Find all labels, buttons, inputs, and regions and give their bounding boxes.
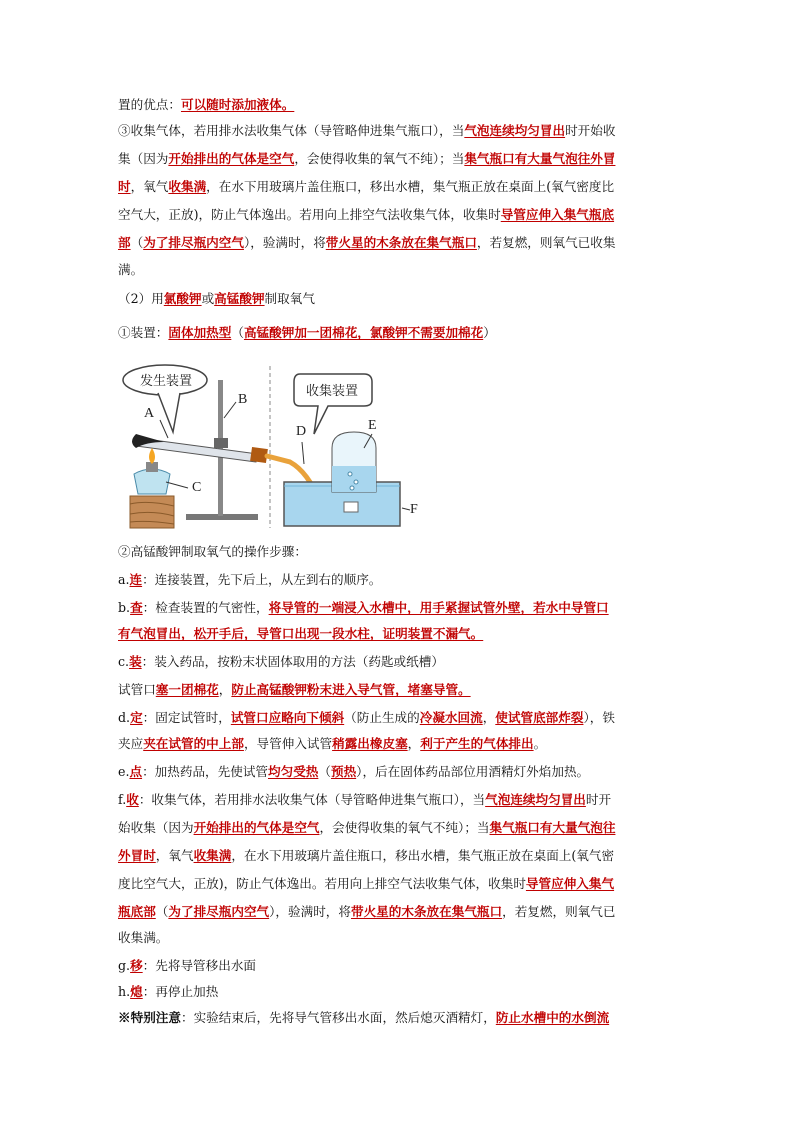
- answer-text: 收集满: [168, 179, 207, 194]
- body-text: ：固定试管时，: [142, 710, 231, 725]
- text-line: [118, 1009, 609, 1027]
- body-text: 空气大，正放)，防止气体逸出。若用向上排空气法收集气体，收集时: [118, 207, 501, 222]
- body-text: ，氧气: [130, 179, 169, 194]
- body-text: ※特别注意: [118, 1010, 181, 1025]
- stand-clamp: [214, 438, 228, 448]
- answer-text: 点: [129, 764, 143, 779]
- body-text: ：实验结束后，先将导气管移出水面，然后熄灭酒精灯，: [180, 1010, 496, 1025]
- answer-text: 集气瓶口有大量气泡往外冒: [464, 151, 616, 166]
- answer-text: 气泡连续均匀冒出: [464, 123, 566, 138]
- text-line: [118, 625, 483, 643]
- body-text: ，在水下用玻璃片盖住瓶口，移出水槽，集气瓶正放在桌面上(氧气密: [231, 848, 615, 863]
- answer-text: 将导管的一端浸入水槽中，用手紧握试管外壁，若水中导管口: [268, 600, 609, 615]
- text-line: [118, 324, 496, 342]
- answer-text: 高锰酸钾: [214, 291, 265, 306]
- answer-text: 固体加热型: [168, 325, 232, 340]
- body-text: 或: [201, 291, 215, 306]
- body-text: ，氧气: [155, 848, 194, 863]
- text-line: [118, 234, 615, 252]
- answer-text: 移: [130, 958, 143, 973]
- body-text: （: [155, 904, 169, 919]
- body-text: 度比空气大，正放)，防止气体逸出。若用向上排空气法收集气体，收集时: [118, 876, 526, 891]
- pointer-a: [160, 420, 168, 438]
- body-text: 时开始收: [565, 123, 616, 138]
- answer-text: 部: [118, 235, 131, 250]
- answer-text: 熄: [130, 984, 143, 999]
- answer-text: 时: [118, 179, 131, 194]
- body-text: ），验满时，将: [243, 235, 326, 250]
- answer-text: 收: [126, 792, 139, 807]
- body-text: ①装置：: [118, 325, 169, 340]
- body-text: b.: [118, 600, 131, 615]
- body-text: ②高锰酸钾制取氧气的操作步骤：: [118, 544, 307, 559]
- body-text: f.: [118, 792, 127, 807]
- gen-bubble-tail: [158, 393, 180, 432]
- body-text: ：收集气体，若用排水法收集气体（导管略伸进集气瓶口），当: [138, 792, 486, 807]
- pointer-c: [166, 482, 188, 488]
- body-text: ：先将导管移出水面: [142, 958, 257, 973]
- body-text: d.: [118, 710, 131, 725]
- pointer-f: [402, 508, 410, 510]
- answer-text: 收集满: [193, 848, 232, 863]
- alcohol-lamp: [134, 448, 170, 494]
- answer-text: 查: [130, 600, 143, 615]
- collector-label: 收集装置: [306, 384, 359, 399]
- body-text: c.: [118, 654, 130, 669]
- body-text: 收集满。: [118, 930, 169, 945]
- body-text: ，若复燃，则氧气已收集: [476, 235, 616, 250]
- label-f: F: [410, 502, 418, 517]
- text-line: [118, 929, 168, 947]
- label-d: D: [296, 424, 307, 439]
- body-text: ③收集气体，若用排水法收集气体（导管略伸进集气瓶口），当: [118, 123, 465, 138]
- body-text: ：再停止加热: [142, 984, 219, 999]
- text-line: [118, 599, 609, 617]
- body-text: ，: [407, 736, 421, 751]
- answer-text: 预热: [330, 764, 357, 779]
- text-line: [118, 96, 294, 114]
- text-line: [118, 571, 381, 589]
- text-line: [118, 763, 589, 781]
- answer-text: 夹在试管的中上部: [143, 736, 244, 751]
- answer-text: 为了排尽瓶内空气: [168, 904, 270, 919]
- answer-text: 氯酸钾: [163, 291, 202, 306]
- answer-text: 定: [130, 710, 143, 725]
- body-text: ：加热药品，先使试管: [142, 764, 268, 779]
- answer-text: 开始排出的气体是空气: [168, 151, 295, 166]
- body-text: （: [318, 764, 331, 779]
- body-text: g.: [118, 958, 131, 973]
- text-line: [118, 681, 471, 699]
- answer-text: 有气泡冒出，松开手后，导管口出现一段水柱，证明装置不漏气。: [118, 626, 484, 641]
- body-text: （: [231, 325, 244, 340]
- body-text: （2）用: [118, 291, 164, 306]
- answer-text: 均匀受热: [268, 764, 319, 779]
- text-line: [118, 957, 256, 975]
- text-line: [118, 735, 546, 753]
- answer-text: 防止高锰酸钾粉末进入导气管，堵塞导管。: [231, 682, 471, 697]
- apparatus-figure: [118, 362, 528, 530]
- pointer-b: [224, 402, 236, 418]
- answer-text: 利于产生的气体排出: [420, 736, 534, 751]
- answer-text: 使试管底部炸裂: [495, 710, 584, 725]
- body-text: ）: [483, 325, 496, 340]
- body-text: 置的优点：: [118, 97, 181, 112]
- body-text: ，会使得收集的氧气不纯）；当: [319, 820, 490, 835]
- answer-text: 导管应伸入集气: [525, 876, 615, 891]
- text-line: [118, 290, 315, 308]
- answer-text: 高锰酸钾加一团棉花，氯酸钾不需要加棉花: [243, 325, 484, 340]
- body-text: e.: [118, 764, 130, 779]
- body-text: 满。: [118, 262, 144, 277]
- answer-text: 可以随时添加液体。: [180, 97, 295, 112]
- body-text: ，在水下用玻璃片盖住瓶口，移出水槽，集气瓶正放在桌面上(氧气密度比: [206, 179, 615, 194]
- text-line: [118, 543, 307, 561]
- body-text: ，会使得收集的氧气不纯）；当: [294, 151, 465, 166]
- answer-text: 气泡连续均匀冒出: [485, 792, 586, 807]
- body-text: ：装入药品，按粉末状固体取用的方法（药匙或纸槽）: [141, 654, 444, 669]
- answer-text: 为了排尽瓶内空气: [143, 235, 244, 250]
- body-text: ），验满时，将: [269, 904, 351, 919]
- body-text: 始收集（因为: [118, 820, 194, 835]
- label-a: A: [144, 406, 155, 421]
- body-text: （防止生成的: [344, 710, 420, 725]
- text-line: [118, 150, 615, 168]
- body-text: 制取氧气: [264, 291, 315, 306]
- text-line: [118, 261, 143, 279]
- answer-text: 装: [129, 654, 142, 669]
- answer-text: 冷凝水回流: [419, 710, 483, 725]
- body-text: ，: [218, 682, 232, 697]
- body-text: ，: [482, 710, 496, 725]
- generator-label: 发生装置: [140, 374, 193, 389]
- text-line: [118, 983, 218, 1001]
- body-text: ，导管伸入试管: [243, 736, 333, 751]
- label-b: B: [238, 392, 248, 407]
- answer-text: 导管应伸入集气瓶底: [500, 207, 615, 222]
- text-line: [118, 847, 614, 865]
- text-line: [118, 653, 444, 671]
- answer-text: 外冒时: [118, 848, 156, 863]
- answer-text: 瓶底部: [118, 904, 156, 919]
- body-text: ，若复燃，则氧气已: [502, 904, 616, 919]
- body-text: a.: [118, 572, 130, 587]
- answer-text: 集气瓶口有大量气泡往: [489, 820, 616, 835]
- text-line: [118, 875, 614, 893]
- answer-text: 塞一团棉花: [155, 682, 219, 697]
- body-text: ：检查装置的气密性，: [142, 600, 269, 615]
- text-line: [118, 178, 614, 196]
- body-text: ），后在固体药品部位用酒精灯外焰加热。: [356, 764, 590, 779]
- text-line: [118, 122, 615, 140]
- answer-text: 稍露出橡皮塞: [332, 736, 408, 751]
- label-e: E: [368, 418, 377, 433]
- text-line: [118, 709, 615, 727]
- answer-text: 试管口应略向下倾斜: [230, 710, 345, 725]
- answer-text: 防止水槽中的水倒流: [495, 1010, 610, 1025]
- body-text: ：连接装置，先下后上，从左到右的顺序。: [142, 572, 382, 587]
- text-line: [118, 819, 615, 837]
- body-text: 试管口: [118, 682, 156, 697]
- label-c: C: [192, 480, 202, 495]
- answer-text: 开始排出的气体是空气: [193, 820, 320, 835]
- body-text: ），铁: [583, 710, 615, 725]
- body-text: （: [130, 235, 144, 250]
- text-line: [118, 206, 614, 224]
- answer-text: 带火星的木条放在集气瓶口: [350, 904, 503, 919]
- pointer-d: [302, 442, 304, 464]
- body-text: 时开: [585, 792, 612, 807]
- answer-text: 带火星的木条放在集气瓶口: [325, 235, 477, 250]
- body-text: h.: [118, 984, 131, 999]
- body-text: 夹应: [118, 736, 144, 751]
- body-text: 集（因为: [118, 151, 169, 166]
- gas-bottle: [332, 432, 376, 492]
- text-line: [118, 903, 615, 921]
- body-text: 。: [533, 736, 547, 751]
- answer-text: 连: [129, 572, 143, 587]
- text-line: [118, 791, 611, 809]
